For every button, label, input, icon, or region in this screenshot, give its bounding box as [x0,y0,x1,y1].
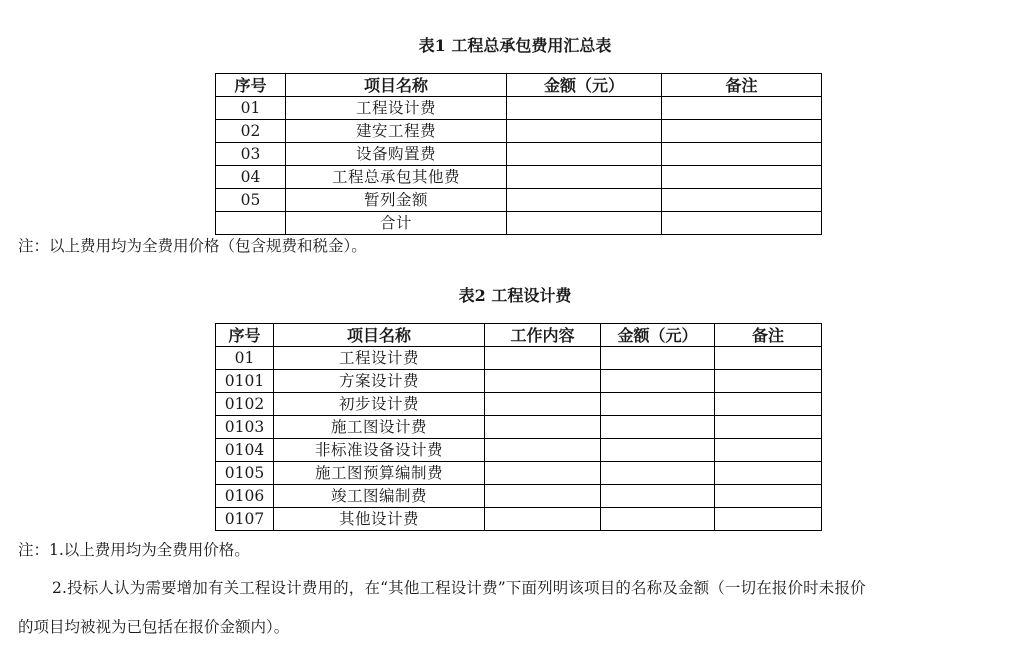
table-cell [601,439,715,462]
table-cell [715,462,822,485]
table-body [216,347,822,531]
table-cell [715,416,822,439]
table-cell [662,166,822,189]
column-header: 项目名称 [286,74,507,97]
table-cell [715,439,822,462]
column-header: 序号 [216,324,274,347]
table-row [216,189,822,212]
table-row [216,439,822,462]
table-cell: 0106 [216,485,274,508]
table-cell: 03 [216,143,286,166]
table-cell [662,189,822,212]
table-cell: 竣工图编制费 [274,485,485,508]
table-cell [507,166,662,189]
table-cell [485,462,601,485]
column-header: 备注 [715,324,822,347]
table-cell: 01 [216,97,286,120]
table-cell [715,347,822,370]
table-cell: 合计 [286,212,507,235]
table-cell: 0103 [216,416,274,439]
table-row [216,120,822,143]
table-header-row [216,324,822,347]
table-cell [216,212,286,235]
table-cell: 暂列金额 [286,189,507,212]
table-cell [485,370,601,393]
table-cell [601,508,715,531]
table-cell: 工程设计费 [286,97,507,120]
table-cell [507,143,662,166]
table-cell [485,393,601,416]
table-row [216,416,822,439]
table-row [216,462,822,485]
table-cell: 建安工程费 [286,120,507,143]
design-fee-table [215,323,822,531]
table-row [216,166,822,189]
table-cell: 04 [216,166,286,189]
table1-note: 注：以上费用均为全费用价格（包含规费和税金）。 [18,237,367,255]
table-cell: 0101 [216,370,274,393]
table-cell [507,97,662,120]
table-cell: 其他设计费 [274,508,485,531]
table-cell [507,189,662,212]
table-cell [485,485,601,508]
table-cell: 初步设计费 [274,393,485,416]
table-cell: 施工图预算编制费 [274,462,485,485]
table-cell: 非标准设备设计费 [274,439,485,462]
column-header: 备注 [662,74,822,97]
table-cell: 0105 [216,462,274,485]
table-cell [662,97,822,120]
table-row [216,393,822,416]
table-cell: 设备购置费 [286,143,507,166]
table-body [216,97,822,235]
table-row [216,143,822,166]
table-row [216,508,822,531]
table-cell [485,439,601,462]
column-header: 工作内容 [485,324,601,347]
table-cell [601,485,715,508]
table-cell: 施工图设计费 [274,416,485,439]
column-header: 金额（元） [601,324,715,347]
table-cell [507,212,662,235]
table-cell: 0102 [216,393,274,416]
table-cell [715,370,822,393]
table-cell: 方案设计费 [274,370,485,393]
table2-note-3: 的项目均被视为已包括在报价金额内）。 [18,618,290,636]
table-cell [662,212,822,235]
table2-note-2: 2.投标人认为需要增加有关工程设计费用的，在“其他工程设计费”下面列明该项目的名称及金额（一切在报价时未报价 [52,579,866,597]
table-header-row [216,74,822,97]
table-cell [485,416,601,439]
table-row [216,485,822,508]
table-cell [601,370,715,393]
table-cell [485,347,601,370]
table-cell: 工程设计费 [274,347,485,370]
table-row [216,347,822,370]
table-cell [485,508,601,531]
table-cell: 0107 [216,508,274,531]
table2-title: 表2 工程设计费 [458,286,572,305]
cost-summary-table [215,73,822,235]
table-cell [662,120,822,143]
table-cell [715,393,822,416]
table-cell: 0104 [216,439,274,462]
table-cell [715,508,822,531]
table-row [216,370,822,393]
table-cell [715,485,822,508]
table-cell: 01 [216,347,274,370]
table-cell [507,120,662,143]
table-cell [601,462,715,485]
table-cell: 05 [216,189,286,212]
table-cell [601,347,715,370]
table-cell: 工程总承包其他费 [286,166,507,189]
table1-title: 表1 工程总承包费用汇总表 [418,36,612,55]
table-cell: 02 [216,120,286,143]
table-cell [601,416,715,439]
table-row [216,97,822,120]
column-header: 项目名称 [274,324,485,347]
table-row [216,212,822,235]
table-cell [662,143,822,166]
column-header: 序号 [216,74,286,97]
table-cell [601,393,715,416]
table2-note-1: 注：1.以上费用均为全费用价格。 [18,541,250,559]
column-header: 金额（元） [507,74,662,97]
